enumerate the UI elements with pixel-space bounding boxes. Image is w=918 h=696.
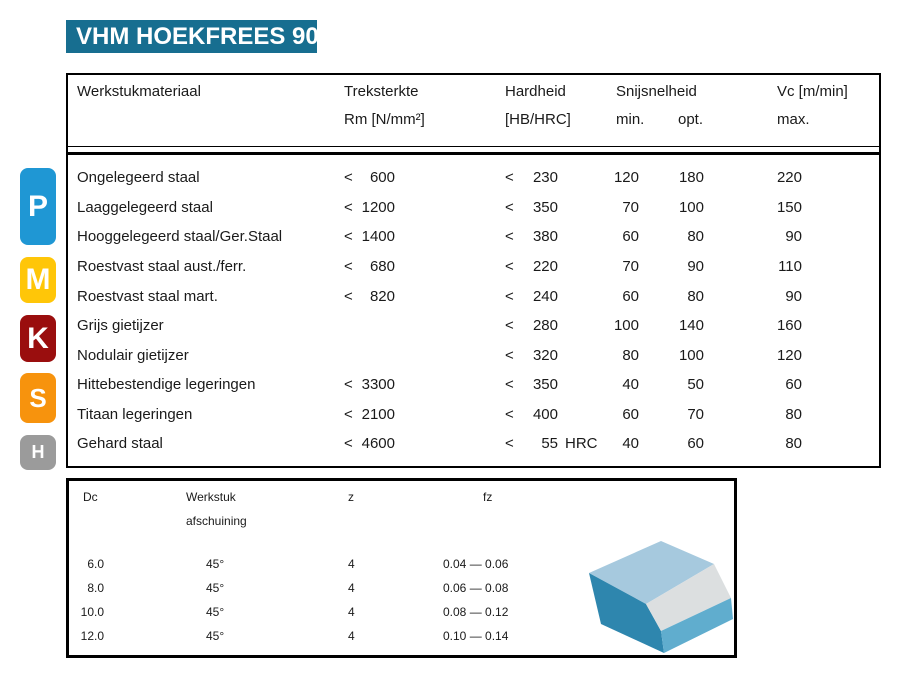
tensile-value: 2100	[361, 406, 395, 423]
hardness-cell	[505, 435, 558, 452]
table-row	[68, 258, 879, 278]
iso-badge-m-letter: M	[25, 263, 51, 296]
material-name: Laaggelegeerd staal	[77, 199, 213, 216]
table-row	[68, 317, 879, 337]
vc-min: 40	[622, 376, 639, 393]
hardness-cell	[505, 228, 558, 245]
tensile-cell	[344, 376, 395, 393]
less-than-sign: <	[505, 347, 514, 364]
vc-opt: 100	[678, 347, 704, 364]
hardness-cell	[505, 406, 558, 423]
less-than-sign: <	[344, 406, 353, 423]
material-name: Roestvast staal mart.	[77, 288, 218, 305]
less-than-sign: <	[505, 435, 514, 452]
vc-max: 80	[785, 435, 802, 452]
tensile-cell	[344, 406, 395, 423]
less-than-sign: <	[505, 288, 514, 305]
header-separator-thick	[68, 152, 879, 155]
hardness-value: 55	[541, 435, 558, 452]
hardness-cell	[505, 376, 558, 393]
less-than-sign: <	[505, 317, 514, 334]
vc-min: 60	[622, 288, 639, 305]
vc-opt: 90	[687, 258, 704, 275]
material-name: Gehard staal	[77, 435, 163, 452]
iso-badge-k	[20, 315, 56, 362]
header-hardheid: Hardheid	[505, 83, 566, 100]
header-werkstuk: Werkstuk	[186, 490, 236, 504]
less-than-sign: <	[505, 228, 514, 245]
hardness-cell	[505, 169, 558, 186]
header-afschuining: afschuining	[186, 514, 247, 528]
vc-max: 60	[785, 376, 802, 393]
material-name: Ongelegeerd staal	[77, 169, 200, 186]
hardness-value: 350	[532, 199, 558, 216]
vc-min: 120	[613, 169, 639, 186]
header-dc: Dc	[83, 490, 98, 504]
header-min: min.	[616, 111, 645, 128]
iso-badge-p	[20, 168, 56, 245]
header-vc: Vc [m/min]	[777, 83, 848, 100]
vc-max: 110	[778, 258, 802, 275]
vc-min: 70	[622, 258, 639, 275]
vc-opt: 70	[687, 406, 704, 423]
afschuining-value: 45°	[206, 581, 225, 595]
afschuining-value: 45°	[206, 557, 225, 571]
less-than-sign: <	[344, 376, 353, 393]
vc-max: 90	[785, 288, 802, 305]
dc-value: 12.0	[80, 629, 104, 643]
dc-value: 10.0	[80, 605, 104, 619]
tensile-cell	[344, 435, 395, 452]
hardness-cell	[505, 288, 558, 305]
less-than-sign: <	[505, 169, 514, 186]
tensile-cell	[344, 228, 395, 245]
afschuining-value: 45°	[206, 605, 225, 619]
z-value: 4	[348, 605, 355, 619]
iso-badge-k-letter: K	[27, 321, 49, 355]
less-than-sign: <	[344, 258, 353, 275]
header-opt: opt.	[678, 111, 704, 128]
header-fz: fz	[483, 490, 493, 504]
vc-opt: 50	[687, 376, 704, 393]
header-rm-unit: Rm [N/mm²]	[344, 111, 425, 128]
less-than-sign: <	[505, 199, 514, 216]
table-row	[68, 228, 879, 248]
vc-max: 220	[776, 169, 802, 186]
table-row	[68, 288, 879, 308]
less-than-sign: <	[344, 228, 353, 245]
hardness-suffix: HRC	[565, 435, 598, 452]
less-than-sign: <	[344, 435, 353, 452]
fz-range: 0.08 — 0.12	[443, 605, 509, 619]
tensile-value: 680	[369, 258, 395, 275]
vc-opt: 80	[687, 228, 704, 245]
vc-max: 90	[785, 228, 802, 245]
dc-value: 8.0	[87, 581, 104, 595]
tensile-value: 3300	[361, 376, 395, 393]
feed-table	[66, 478, 737, 658]
less-than-sign: <	[344, 169, 353, 186]
less-than-sign: <	[344, 288, 353, 305]
iso-badge-m	[20, 257, 56, 303]
tensile-value: 600	[369, 169, 395, 186]
vc-max: 150	[776, 199, 802, 216]
material-name: Hooggelegeerd staal/Ger.Staal	[77, 228, 283, 245]
material-name: Titaan legeringen	[77, 406, 193, 423]
vc-min: 60	[622, 406, 639, 423]
header-snijsnelheid: Snijsnelheid	[616, 83, 697, 100]
tensile-cell	[344, 258, 395, 275]
table-row	[68, 406, 879, 426]
vc-min: 70	[622, 199, 639, 216]
table-row	[68, 169, 879, 189]
z-value: 4	[348, 557, 355, 571]
iso-badge-h	[20, 435, 56, 470]
z-value: 4	[348, 629, 355, 643]
hardness-value: 320	[532, 347, 558, 364]
hardness-value: 240	[532, 288, 558, 305]
tensile-value: 1200	[361, 199, 395, 216]
material-name: Hittebestendige legeringen	[77, 376, 256, 393]
header-z: z	[348, 490, 354, 504]
vc-opt: 140	[678, 317, 704, 334]
hardness-value: 280	[532, 317, 558, 334]
afschuining-value: 45°	[206, 629, 225, 643]
fz-range: 0.06 — 0.08	[443, 581, 509, 595]
tensile-value: 1400	[361, 228, 395, 245]
header-treksterkte: Treksterkte	[344, 83, 419, 100]
hardness-value: 350	[532, 376, 558, 393]
vc-min: 60	[622, 228, 639, 245]
tensile-cell	[344, 199, 395, 216]
hardness-value: 380	[532, 228, 558, 245]
vc-min: 40	[622, 435, 639, 452]
header-hb-unit: [HB/HRC]	[505, 111, 571, 128]
hardness-cell	[505, 199, 558, 216]
fz-range: 0.04 — 0.06	[443, 557, 509, 571]
iso-badge-h-letter: H	[31, 442, 45, 462]
cutting-data-table	[66, 73, 881, 468]
fz-range: 0.10 — 0.14	[443, 629, 509, 643]
z-value: 4	[348, 581, 355, 595]
hardness-value: 230	[532, 169, 558, 186]
material-name: Grijs gietijzer	[77, 317, 164, 334]
less-than-sign: <	[344, 199, 353, 216]
vc-max: 160	[776, 317, 802, 334]
vc-opt: 60	[687, 435, 704, 452]
tensile-value: 4600	[361, 435, 395, 452]
hardness-value: 400	[532, 406, 558, 423]
less-than-sign: <	[505, 376, 514, 393]
vc-min: 100	[613, 317, 639, 334]
iso-badge-s	[20, 373, 56, 423]
iso-badge-p-letter: P	[27, 189, 48, 223]
material-name: Nodulair gietijzer	[77, 347, 189, 364]
vc-max: 120	[776, 347, 802, 364]
header-separator-thin	[68, 146, 879, 147]
material-name: Roestvast staal aust./ferr.	[77, 258, 247, 275]
table-row	[68, 376, 879, 396]
vc-opt: 80	[687, 288, 704, 305]
iso-badge-s-letter: S	[29, 382, 47, 413]
less-than-sign: <	[505, 406, 514, 423]
tensile-value: 820	[369, 288, 395, 305]
chamfered-workpiece-3d-image	[586, 536, 740, 656]
table-row	[68, 347, 879, 367]
vc-opt: 180	[678, 169, 704, 186]
hardness-cell	[505, 317, 558, 334]
table-row	[68, 199, 879, 219]
vc-max: 80	[785, 406, 802, 423]
table-row	[68, 435, 879, 455]
less-than-sign: <	[505, 258, 514, 275]
hardness-cell	[505, 258, 558, 275]
hardness-value: 220	[532, 258, 558, 275]
tensile-cell	[344, 288, 395, 305]
vc-min: 80	[622, 347, 639, 364]
tensile-cell	[344, 169, 395, 186]
header-material: Werkstukmateriaal	[77, 83, 201, 100]
header-max: max.	[777, 111, 810, 128]
dc-value: 6.0	[87, 557, 104, 571]
hardness-cell	[505, 347, 558, 364]
vc-opt: 100	[678, 199, 704, 216]
page-title: VHM HOEKFREES 90°	[66, 20, 317, 53]
